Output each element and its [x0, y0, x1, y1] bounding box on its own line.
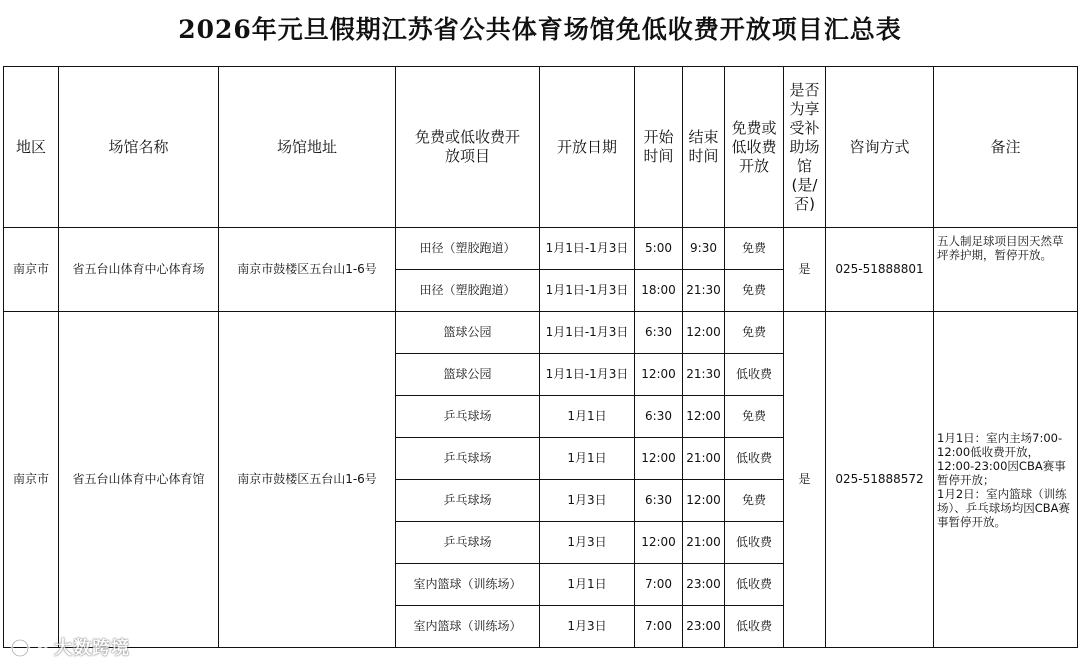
cell-fee: 免费 [725, 228, 784, 270]
header-end: 结束时间 [683, 67, 725, 228]
watermark-logo-icon [10, 634, 50, 660]
cell-start-time: 12:00 [635, 354, 683, 396]
cell-end-time: 21:00 [683, 438, 725, 480]
table-row [4, 228, 1078, 270]
cell-end-time: 21:00 [683, 522, 725, 564]
cell-start-time: 7:00 [635, 606, 683, 648]
cell-address: 南京市鼓楼区五台山1-6号 [219, 228, 396, 312]
cell-end-time: 12:00 [683, 396, 725, 438]
note-line: 1月1日：室内主场7:00-12:00低收费开放，12:00-23:00因CBA赛事暂停开放； [937, 430, 1066, 487]
cell-project: 篮球公园 [396, 312, 540, 354]
cell-dates: 1月1日-1月3日 [540, 312, 635, 354]
cell-address: 南京市鼓楼区五台山1-6号 [219, 312, 396, 648]
cell-start-time: 5:00 [635, 228, 683, 270]
cell-dates: 1月3日 [540, 522, 635, 564]
cell-dates: 1月1日 [540, 396, 635, 438]
cell-contact: 025-51888801 [826, 228, 934, 312]
header-region: 地区 [4, 67, 59, 228]
summary-table [3, 66, 1078, 648]
cell-fee: 低收费 [725, 606, 784, 648]
cell-start-time: 18:00 [635, 270, 683, 312]
cell-notes [934, 312, 1078, 648]
cell-project: 篮球公园 [396, 354, 540, 396]
page-title: 2026年元旦假期江苏省公共体育场馆免低收费开放项目汇总表 [178, 15, 902, 44]
header-subsidy: 是否为享受补助场馆(是/否) [784, 67, 826, 228]
cell-fee: 低收费 [725, 564, 784, 606]
cell-fee: 低收费 [725, 522, 784, 564]
header-venue: 场馆名称 [59, 67, 219, 228]
cell-project: 乒乓球场 [396, 522, 540, 564]
cell-fee: 免费 [725, 312, 784, 354]
header-row [4, 67, 1078, 228]
cell-start-time: 7:00 [635, 564, 683, 606]
table-body [4, 228, 1078, 648]
note-line: 1月2日：室内篮球（训练场）、乒乓球场均因CBA赛事暂停开放。 [937, 486, 1071, 529]
table-row [4, 312, 1078, 354]
cell-dates: 1月3日 [540, 480, 635, 522]
cell-dates: 1月1日-1月3日 [540, 354, 635, 396]
header-project: 免费或低收费开放项目 [396, 67, 540, 228]
cell-end-time: 12:00 [683, 312, 725, 354]
cell-contact: 025-51888572 [826, 312, 934, 648]
cell-project: 田径（塑胶跑道） [396, 228, 540, 270]
header-fee: 免费或低收费开放 [725, 67, 784, 228]
cell-end-time: 23:00 [683, 564, 725, 606]
watermark [10, 634, 130, 660]
cell-dates: 1月1日-1月3日 [540, 228, 635, 270]
cell-start-time: 12:00 [635, 522, 683, 564]
cell-region: 南京市 [4, 228, 59, 312]
cell-project: 室内篮球（训练场） [396, 564, 540, 606]
cell-venue-name: 省五台山体育中心体育场 [59, 228, 219, 312]
cell-end-time: 23:00 [683, 606, 725, 648]
header-notes: 备注 [934, 67, 1078, 228]
header-address: 场馆地址 [219, 67, 396, 228]
cell-start-time: 6:30 [635, 312, 683, 354]
cell-project: 乒乓球场 [396, 396, 540, 438]
cell-subsidy: 是 [784, 228, 826, 312]
cell-dates: 1月1日 [540, 564, 635, 606]
cell-dates: 1月1日 [540, 438, 635, 480]
cell-end-time: 21:30 [683, 354, 725, 396]
cell-start-time: 6:30 [635, 396, 683, 438]
header-dates: 开放日期 [540, 67, 635, 228]
cell-venue-name: 省五台山体育中心体育馆 [59, 312, 219, 648]
cell-fee: 低收费 [725, 438, 784, 480]
cell-project: 田径（塑胶跑道） [396, 270, 540, 312]
cell-fee: 免费 [725, 396, 784, 438]
cell-dates: 1月3日 [540, 606, 635, 648]
cell-project: 乒乓球场 [396, 480, 540, 522]
cell-region: 南京市 [4, 312, 59, 648]
note-line: 五人制足球项目因天然草坪养护期，暂停开放。 [937, 234, 1064, 262]
cell-fee: 低收费 [725, 354, 784, 396]
cell-subsidy: 是 [784, 312, 826, 648]
cell-dates: 1月1日-1月3日 [540, 270, 635, 312]
cell-project: 乒乓球场 [396, 438, 540, 480]
cell-end-time: 21:30 [683, 270, 725, 312]
header-contact: 咨询方式 [826, 67, 934, 228]
cell-start-time: 6:30 [635, 480, 683, 522]
cell-end-time: 9:30 [683, 228, 725, 270]
cell-end-time: 12:00 [683, 480, 725, 522]
cell-start-time: 12:00 [635, 438, 683, 480]
header-start: 开始时间 [635, 67, 683, 228]
watermark-text: 大数跨境 [54, 638, 130, 659]
cell-notes [934, 228, 1078, 312]
cell-fee: 免费 [725, 480, 784, 522]
cell-project: 室内篮球（训练场） [396, 606, 540, 648]
cell-fee: 免费 [725, 270, 784, 312]
